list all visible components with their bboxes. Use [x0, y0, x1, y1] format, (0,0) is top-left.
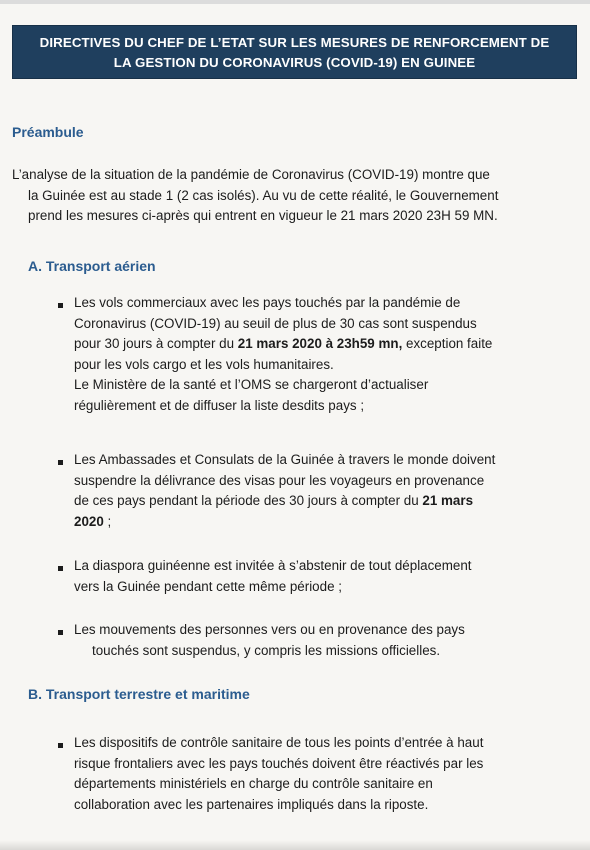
bullet-a1-line-4: pour les vols cargo et les vols humanitaires. — [74, 356, 334, 372]
bullet-a2-line-3 — [74, 491, 570, 512]
bullet-a2-line-4-rest: ; — [103, 513, 112, 529]
bullet-b1 — [74, 733, 570, 815]
bullet-marker — [58, 566, 63, 571]
bullet-a3-line-2: vers la Guinée pendant cette même période ; — [74, 578, 342, 594]
bullet-marker — [58, 630, 63, 635]
preamble-paragraph — [12, 165, 578, 227]
title-line-2: LA GESTION DU CORONAVIRUS (COVID-19) EN GUINEE — [113, 55, 476, 70]
bullet-a1-line-3 — [74, 334, 570, 355]
section-b-heading: B. Transport terrestre et maritime — [28, 686, 250, 702]
bullet-marker — [58, 303, 63, 308]
bullet-marker — [58, 460, 63, 465]
bullet-b1-line-3: départements ministériels en charge du contrôle sanitaire en — [74, 776, 433, 791]
bullet-a1-line-6: régulièrement et de diffuser la liste desdits pays ; — [74, 397, 365, 413]
page-bottom-shadow — [0, 840, 590, 850]
preamble-line-2: la Guinée est au stade 1 (2 cas isolés). Au vu de cette réalité, le Gouvernement — [28, 187, 499, 203]
section-a-heading: A. Transport aérien — [28, 258, 156, 274]
bullet-a1 — [74, 293, 570, 416]
bullet-marker — [58, 743, 63, 748]
preamble-heading: Préambule — [12, 124, 84, 140]
bullet-a2 — [74, 450, 570, 532]
bullet-a2-line-1: Les Ambassades et Consulats de la Guinée à travers le monde doivent — [74, 452, 496, 467]
title-line-1: DIRECTIVES DU CHEF DE L’ETAT SUR LES MESURES DE RENFORCEMENT DE — [39, 35, 550, 50]
bullet-a1-line-1: Les vols commerciaux avec les pays touchés par la pandémie de — [74, 295, 461, 310]
preamble-line-3: prend les mesures ci-après qui entrent en vigueur le 21 mars 2020 23H 59 MN. — [28, 208, 498, 223]
preamble-line-1: L’analyse de la situation de la pandémie de Coronavirus (COVID-19) montre que — [12, 167, 490, 182]
date-emphasis: 21 mars 2020 à 23h59 mn, — [237, 336, 403, 351]
date-emphasis: 21 mars — [422, 493, 474, 508]
bullet-a4 — [74, 620, 570, 661]
bullet-a1-line-3-rest: exception faite — [402, 336, 493, 351]
bullet-a1-line-5: Le Ministère de la santé et l’OMS se chargeront d’actualiser — [74, 377, 429, 392]
bullet-a4-line-1: Les mouvements des personnes vers ou en provenance des pays — [74, 622, 465, 637]
bullet-a2-line-3-text: de ces pays pendant la période des 30 jours à compter du — [74, 493, 423, 508]
bullet-a2-line-2: suspendre la délivrance des visas pour les voyageurs en provenance — [74, 472, 485, 488]
bullet-a2-line-4 — [74, 512, 570, 533]
title-banner — [12, 25, 577, 79]
year-emphasis: 2020 — [74, 513, 104, 529]
bullet-a1-line-3-text: pour 30 jours à compter du — [74, 336, 238, 351]
top-border — [0, 0, 590, 4]
bullet-b1-line-1: Les dispositifs de contrôle sanitaire de tous les points d’entrée à haut — [74, 735, 484, 750]
bullet-a1-line-2: Coronavirus (COVID-19) au seuil de plus de 30 cas sont suspendus — [74, 315, 477, 331]
bullet-b1-line-4: collaboration avec les partenaires impliqués dans la riposte. — [74, 796, 429, 812]
bullet-b1-line-2: risque frontaliers avec les pays touchés doivent être réactivés par les — [74, 755, 484, 771]
bullet-a3 — [74, 556, 570, 597]
bullet-a3-line-1: La diaspora guinéenne est invitée à s’abstenir de tout déplacement — [74, 558, 472, 573]
bullet-a4-line-2: touchés sont suspendus, y compris les missions officielles. — [92, 642, 441, 658]
